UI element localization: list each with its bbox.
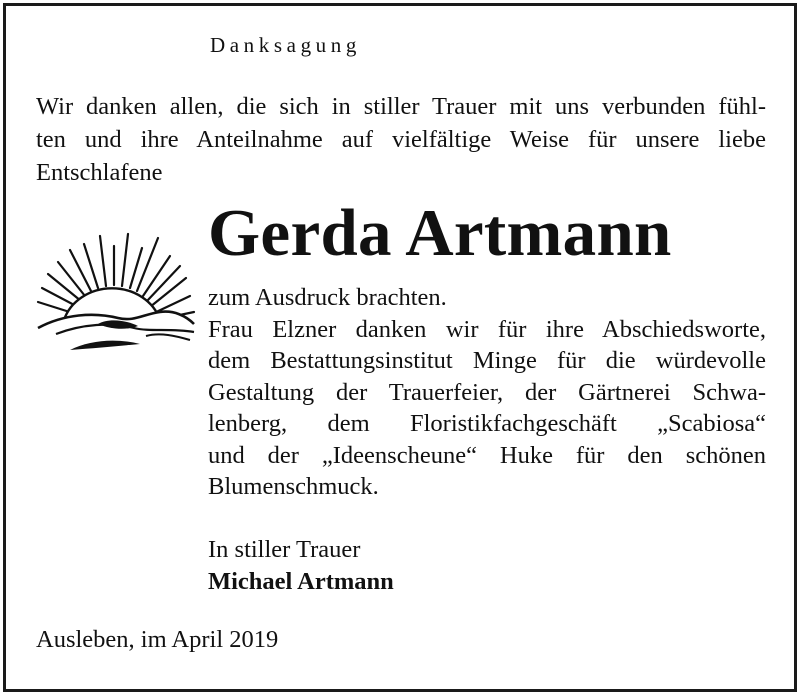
body-line: dem Bestattungsinstitut Minge für die würdevolle xyxy=(208,347,766,374)
closing-phrase: In stiller Trauer xyxy=(208,536,361,563)
body-line: Gestaltung der Trauerfeier, der Gärtnerei Schwa- xyxy=(208,378,766,406)
place-and-date: Ausleben, im April 2019 xyxy=(36,626,279,653)
deceased-name: Gerda Artmann xyxy=(208,196,672,270)
body-line: lenberg, dem Floristikfachgeschäft „Scabiosa“ xyxy=(208,410,766,437)
closing-block xyxy=(208,534,394,598)
signer-name: Michael Artmann xyxy=(208,568,394,595)
intro-line: Entschlafene xyxy=(36,159,163,186)
body-line: Blumenschmuck. xyxy=(208,473,379,500)
body-line: Frau Elzner danken wir für ihre Abschiedsworte, xyxy=(208,315,766,343)
body-line: zum Ausdruck brachten. xyxy=(208,284,447,311)
setting-sun-icon xyxy=(34,228,196,354)
intro-paragraph xyxy=(36,90,766,189)
intro-line: ten und ihre Anteilnahme auf vielfältige Weise für unsere liebe xyxy=(36,126,766,153)
notice-heading: Danksagung xyxy=(210,33,361,57)
body-paragraph xyxy=(208,282,766,503)
body-line: und der „Ideenscheune“ Huke für den schönen xyxy=(208,441,766,469)
intro-line: Wir danken allen, die sich in stiller Trauer mit uns verbunden fühl- xyxy=(36,93,766,120)
